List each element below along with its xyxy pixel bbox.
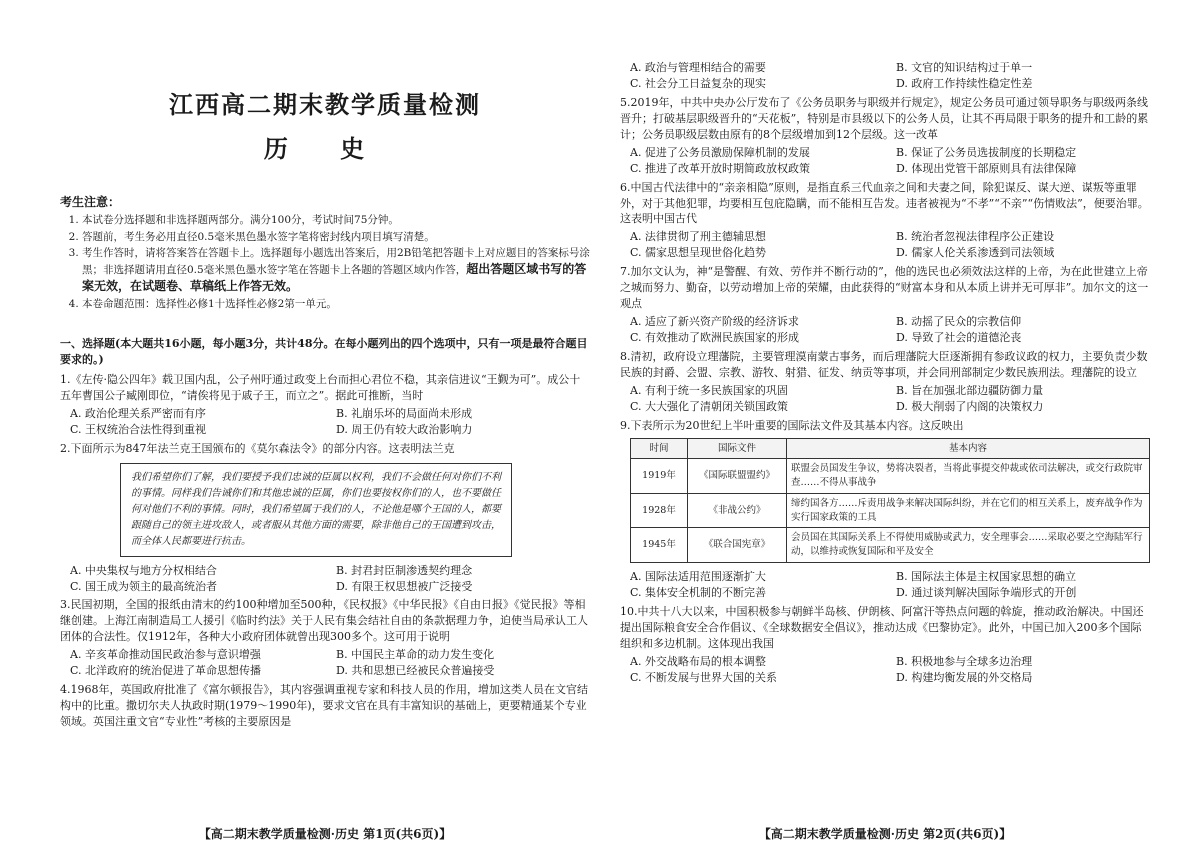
question-9 — [620, 418, 1150, 601]
table-cell: 《国际联盟盟约》 — [688, 459, 787, 494]
option-d[interactable]: D. 通过谈判解决国际争端形式的开创 — [896, 585, 1077, 599]
notice-item: 1. 本试卷分选择题和非选择题两部分。满分100分，考试时间75分钟。 — [82, 213, 590, 228]
option-a[interactable]: A. 外交战略布局的根本调整 — [630, 654, 766, 668]
table-row — [631, 493, 1150, 528]
question-stem: 5.2019年，中共中央办公厅发布了《公务员职务与职级并行规定》，规定公务员可通过领导职务与职级两条线晋升；打破基层职级晋升的“天花板”，特别是市县级以下的公务人员，让其不再局限于职务的提升和工龄的累计；公务员职级层数由原有的8个层级增加到12个层级。这一改革 — [620, 95, 1149, 141]
table-header-cell: 基本内容 — [787, 438, 1150, 459]
question-stem: 3.民国初期，全国的报纸由清末的约100种增加至500种，《民权报》《中华民报》《自由日报》《觉民报》等相继创建。上海江南制造局工人援引《临时约法》关于人民有集会结社自由的条款据理力争，迫使当局承认工人团体的合法性。仅1912年，各种大小政府团体就曾出现300多个。这可用于说明 — [60, 598, 588, 644]
question-4-options — [620, 60, 1150, 92]
options — [620, 229, 1150, 261]
exam-title: 江西高二期末教学质量检测 — [169, 90, 481, 119]
notice-item: 2. 答题前，考生务必用直径0.5毫米黑色墨水签字笔将密封线内项目填写清楚。 — [82, 230, 590, 245]
table-header-cell: 时间 — [631, 438, 688, 459]
option-b[interactable]: B. 中国民主革命的动力发生变化 — [336, 648, 495, 662]
option-c[interactable]: C. 集体安全机制的不断完善 — [630, 585, 767, 599]
option-b[interactable]: B. 积极地参与全球多边治理 — [896, 654, 1033, 668]
left-column-questions — [60, 336, 590, 733]
options — [620, 654, 1150, 686]
question-stem: 6.中国古代法律中的“亲亲相隐”原则，是指直系三代血亲之间和夫妻之间，除犯谋反、谋大逆、谋叛等重罪外，对于其他犯罪，均要相互包庇隐瞒，而不能相互告发。违者被视为“不孝”“不亲”“伤情败法”，便要治罪。这表明中国古代 — [620, 180, 1149, 226]
option-b[interactable]: B. 保证了公务员选拔制度的长期稳定 — [896, 145, 1077, 159]
section-heading: 一、选择题(本大题共16小题，每小题3分，共计48分。在每小题列出的四个选项中，只有一项是最符合题目要求的。) — [60, 337, 588, 366]
option-a[interactable]: A. 政治伦理关系严密而有序 — [70, 406, 206, 420]
option-b[interactable]: B. 统治者忽视法律程序公正建设 — [896, 230, 1055, 244]
option-c[interactable]: C. 王权统治合法性得到重视 — [70, 422, 207, 436]
question-stem: 10.中共十八大以来，中国积极参与朝鲜半岛核、伊朗核、阿富汗等热点问题的斡旋，推动政治解决。中国还提出国际粮食安全合作倡议、《全球数据安全倡议》，推动达成《巴黎协定》。此外，中国已加入200多个国际组织和多边机制。这体现出我国 — [620, 604, 1144, 650]
options — [620, 60, 1150, 92]
option-c[interactable]: C. 推进了改革开放时期简政放权政策 — [630, 161, 811, 175]
notice-list — [60, 213, 590, 312]
option-a[interactable]: A. 政治与管理相结合的需要 — [630, 61, 766, 74]
question-4 — [60, 682, 590, 730]
option-d[interactable]: D. 体现出党管干部原则具有法律保障 — [896, 161, 1077, 175]
option-c[interactable]: C. 有效推动了欧洲民族国家的形成 — [630, 331, 800, 344]
option-a[interactable]: A. 有利于统一多民族国家的巩固 — [630, 383, 788, 397]
option-a[interactable]: A. 适应了新兴资产阶级的经济诉求 — [630, 315, 799, 329]
question-stem: 9.下表所示为20世纪上半叶重要的国际法文件及其基本内容。这反映出 — [620, 418, 964, 432]
table-cell: 《非战公约》 — [688, 493, 787, 528]
table-row — [631, 459, 1150, 494]
option-b[interactable]: B. 旨在加强北部边疆防御力量 — [896, 383, 1044, 397]
source-quote-box: 我们希望你们了解，我们要授予我们忠诚的臣属以权利，我们不会做任何对你们不利的事情。同样我们告诫你们和其他忠诚的臣属，你们也要按权你们的人，也不要做任何对他们不利的事情。同时，我们希望属于我们的人，不论他是哪个王国的人，都要跟随自己的领主进攻敌人，或者服从其他方面的需要，除非他自己的王国遭到攻击，而全体人民都要进行抗击。 — [120, 463, 512, 557]
table-cell: 1928年 — [631, 493, 688, 528]
table-header-cell: 国际文件 — [688, 438, 787, 459]
option-b[interactable]: B. 动摇了民众的宗教信仰 — [896, 315, 1022, 329]
option-d[interactable]: D. 周王仍有较大政治影响力 — [336, 422, 473, 436]
question-3 — [60, 597, 590, 679]
option-c[interactable]: C. 不断发展与世界大国的关系 — [630, 670, 778, 684]
option-a[interactable]: A. 法律贯彻了刑主德辅思想 — [630, 230, 766, 244]
notice-text: 考生作答时，请将答案答在答题卡上。选择题每小题选出答案后，用2B铅笔把答题卡上对应题目的答案标号涂黑；非选择题请用直径0.5毫米黑色墨水签字笔在答题卡上各题的答题区域内作答， — [82, 246, 590, 277]
options — [60, 406, 590, 438]
question-2 — [60, 441, 590, 595]
option-c[interactable]: C. 儒家思想呈现世俗化趋势 — [630, 246, 767, 260]
option-c[interactable]: C. 北洋政府的统治促进了革命思想传播 — [70, 664, 262, 678]
question-8 — [620, 349, 1150, 415]
option-b[interactable]: B. 国际法主体是主权国家思想的确立 — [896, 569, 1077, 583]
options — [620, 569, 1150, 601]
option-a[interactable]: A. 辛亥革命推动国民政治参与意识增强 — [70, 648, 261, 662]
table-cell: 会员国在其国际关系上不得使用威胁或武力，安全理事会……采取必要之空海陆军行动，以维持或恢复国际和平及安全 — [787, 528, 1150, 563]
table-cell: 1945年 — [631, 528, 688, 563]
options — [620, 145, 1150, 177]
notice-strong-text: 超出答题区域书写的答案无效，在试题卷、草稿纸上作答无效。 — [82, 262, 587, 294]
option-d[interactable]: D. 有限王权思想被广泛接受 — [336, 579, 473, 593]
question-stem: 1.《左传·隐公四年》载卫国内乱，公子州吁通过政变上台而担心君位不稳，其亲信进议“王觐为可”。成公十五年曹国公子臧刚即位，“请俟将见于戚子王，而立之”。据此可推断，当时 — [60, 372, 581, 402]
option-d[interactable]: D. 构建均衡发展的外交格局 — [896, 670, 1033, 684]
option-a[interactable]: A. 中央集权与地方分权相结合 — [70, 563, 217, 577]
option-d[interactable]: D. 导致了社会的道德沦丧 — [896, 331, 1022, 344]
option-a[interactable]: A. 促进了公务员激励保障机制的发展 — [630, 145, 810, 159]
option-b[interactable]: B. 文官的知识结构过于单一 — [896, 61, 1033, 74]
option-d[interactable]: D. 共和思想已经被民众普遍接受 — [336, 664, 495, 678]
notice-item — [82, 246, 590, 296]
table-row — [631, 528, 1150, 563]
option-b[interactable]: B. 礼崩乐坏的局面尚未形成 — [336, 406, 473, 420]
options — [60, 647, 590, 679]
options — [620, 314, 1150, 346]
question-stem: 4.1968年，英国政府批准了《富尔顿报告》，其内容强调重视专家和科技人员的作用，增加这类人员在文官结构中的比重。撒切尔夫人执政时期(1979～1990年)，要求文官在具有丰富知识的基础上，更要精通某个专业领域。英国注重文官“专业性”考核的主要原因是 — [60, 683, 588, 728]
right-column-questions — [620, 58, 1150, 689]
page-footer-2: 【高二期末教学质量检测·历史 第2页(共6页)】 — [758, 827, 1012, 841]
question-stem: 2.下面所示为847年法兰克王国颁布的《莫尔森法令》的部分内容。这表明法兰克 — [60, 441, 455, 455]
option-d[interactable]: D. 儒家人伦关系渗透到司法领域 — [896, 246, 1055, 260]
option-c[interactable]: C. 国王成为领主的最高统治者 — [70, 579, 218, 593]
table-cell: 联盟会员国发生争议，势将决裂者，当将此事提交仲裁或依司法解决，或交行政院审查……不得从事战争 — [787, 459, 1150, 494]
international-law-table — [630, 438, 1150, 563]
table-cell: 1919年 — [631, 459, 688, 494]
candidate-notice — [60, 194, 590, 313]
table-cell: 《联合国宪章》 — [688, 528, 787, 563]
question-6 — [620, 180, 1150, 262]
question-stem: 7.加尔文认为，神“是警醒、有效、劳作并不断行动的”，他的选民也必须效法这样的上帝，为在此世建立上帝之城而努力、勤奋，以劳动增加上帝的荣耀，由此获得的“财富本身和从本质上讲并无可厚非”。加尔文的这一观点 — [620, 265, 1149, 311]
question-1 — [60, 372, 590, 438]
options — [620, 383, 1150, 415]
option-b[interactable]: B. 封君封臣制渗透契约理念 — [336, 563, 473, 577]
notice-heading: 考生注意： — [60, 195, 121, 209]
question-5 — [620, 95, 1150, 177]
option-c[interactable]: C. 大大强化了清朝闭关锁国政策 — [630, 399, 789, 413]
option-c[interactable]: C. 社会分工日益复杂的现实 — [630, 76, 767, 90]
page-footer-1: 【高二期末教学质量检测·历史 第1页(共6页)】 — [198, 827, 452, 841]
table-cell: 缔约国各方……斥责用战争来解决国际纠纷，并在它们的相互关系上，废弃战争作为实行国家政策的工具 — [787, 493, 1150, 528]
notice-item: 4. 本卷命题范围：选择性必修1十选择性必修2第一单元。 — [82, 297, 590, 312]
exam-subject: 历 史 — [263, 134, 387, 163]
question-7 — [620, 264, 1150, 346]
table-header-row — [631, 438, 1150, 459]
question-10 — [620, 604, 1150, 686]
question-stem: 8.清初，政府设立理藩院，主要管理漠南蒙古事务，而后理藩院大臣逐渐拥有参政议政的权力，主要负责少数民族的封爵、会盟、宗教、游牧、射猎、征发、纳贡等事项，并会同刑部制定少数民族刑法。理藩院的设立 — [620, 349, 1148, 379]
option-d[interactable]: D. 极大削弱了内阁的决策权力 — [896, 399, 1044, 413]
option-a[interactable]: A. 国际法适用范围逐渐扩大 — [630, 569, 766, 583]
options — [60, 563, 590, 595]
option-d[interactable]: D. 政府工作持续性稳定性差 — [896, 76, 1033, 90]
